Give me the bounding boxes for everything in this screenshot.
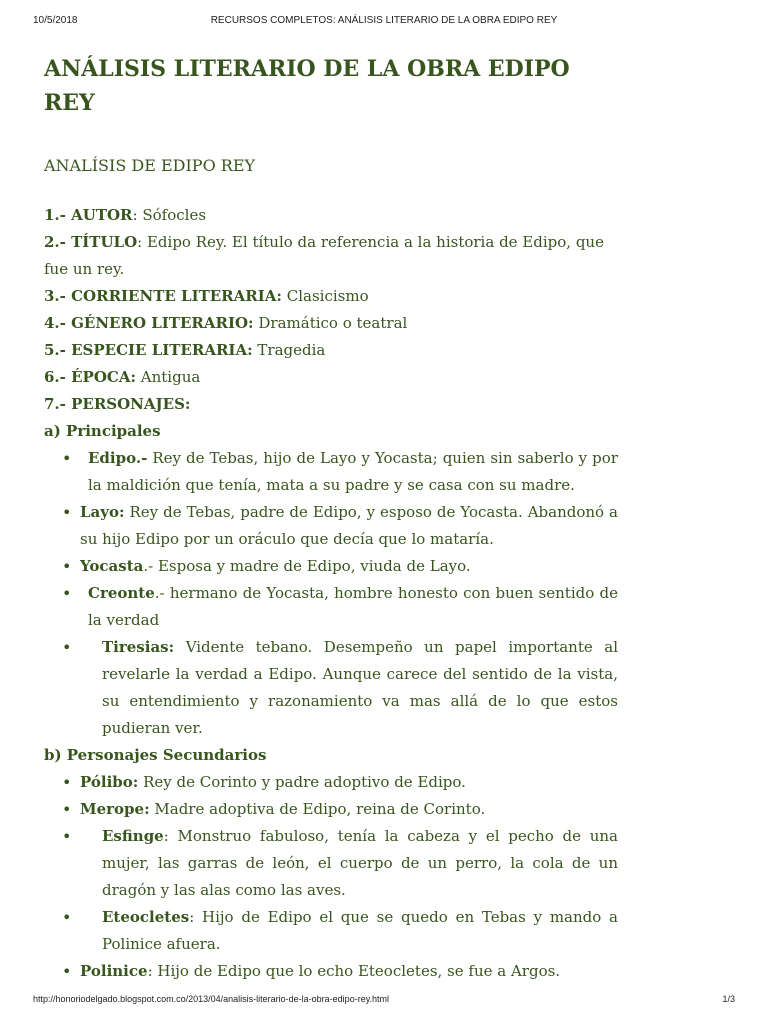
field-genero (44, 310, 618, 337)
field-corriente (44, 283, 618, 310)
list-item (80, 580, 618, 634)
character-desc: Hijo de Edipo el que se quedo en Tebas y mando a Polinice afuera. (102, 908, 618, 953)
field-label: 2.- TÍTULO (44, 233, 138, 251)
character-desc: Hijo de Edipo que lo echo Eteocletes, se fue a Argos. (157, 962, 561, 980)
list-item: • Esfinge: Monstruo fabuloso, tenía la cabeza y el pecho de una mujer, las garras de león, el cuerpo de un perro, la cola de un dragón y las alas como las aves. (80, 823, 618, 904)
character-name: Edipo.- (88, 449, 148, 467)
list-item (80, 796, 618, 823)
source-url: http://honoriodelgado.blogspot.com.co/2013/04/analisis-literario-de-la-obra-edipo-rey.html (33, 994, 390, 1004)
character-desc: Rey de Tebas, hijo de Layo y Yocasta; quien sin saberlo y por la maldición que tenía, mata a su padre y se casa con su madre. (88, 449, 618, 494)
page-number: 1/3 (722, 994, 735, 1004)
list-item (80, 445, 618, 499)
field-label: 1.- AUTOR (44, 206, 133, 224)
print-date: 10/5/2018 (33, 15, 78, 26)
character-name: Tiresias: (102, 638, 175, 656)
field-label: 4.- GÉNERO LITERARIO: (44, 314, 254, 332)
character-name: Merope: (80, 800, 150, 818)
field-epoca (44, 364, 618, 391)
character-name: Layo: (80, 503, 125, 521)
field-value: Sófocles (142, 206, 207, 224)
character-desc: Vidente tebano. Desempeño un papel importante al revelarle la verdad a Edipo. Aunque carece del sentido de la vista, su entendimiento y razonamiento va mas allá de lo que estos pudieran ver. (102, 638, 618, 737)
list-item (80, 769, 618, 796)
character-desc: Monstruo fabuloso, tenía la cabeza y el pecho de una mujer, las garras de león, el cuerpo de un perro, la cola de un dragón y las alas como las aves. (102, 827, 619, 899)
character-name: Yocasta (80, 557, 144, 575)
secundarios-list (44, 769, 618, 985)
field-value: Dramático o teatral (258, 314, 408, 332)
character-name: Creonte (88, 584, 155, 602)
list-item (80, 553, 618, 580)
secundarios-heading: b) Personajes Secundarios (44, 746, 267, 764)
list-item: • Polinice: Hijo de Edipo que lo echo Eteocletes, se fue a Argos. (80, 958, 618, 985)
field-personajes (44, 391, 618, 418)
character-name: Eteocletes (102, 908, 190, 926)
character-name: Pólibo: (80, 773, 139, 791)
character-desc: Madre adoptiva de Edipo, reina de Corinto. (154, 800, 486, 818)
list-item (80, 499, 618, 553)
character-desc: Rey de Corinto y padre adoptivo de Edipo. (143, 773, 466, 791)
field-label: 6.- ÉPOCA: (44, 368, 136, 386)
field-value: Edipo Rey. El título da referencia a la historia de Edipo, que fue un rey. (44, 233, 604, 278)
field-label: 3.- CORRIENTE LITERARIA: (44, 287, 282, 305)
field-value: Clasicismo (286, 287, 369, 305)
field-value: Antigua (140, 368, 201, 386)
print-header (33, 15, 735, 29)
character-name: Esfinge (102, 827, 164, 845)
field-label: 7.- PERSONAJES: (44, 395, 191, 413)
principales-list (44, 445, 618, 742)
field-value: Tragedia (257, 341, 326, 359)
character-desc: .- Esposa y madre de Edipo, viuda de Layo. (143, 557, 471, 575)
post-content (44, 52, 618, 985)
character-desc: Rey de Tebas, padre de Edipo, y esposo de Yocasta. Abandonó a su hijo Edipo por un oráculo que decía que lo mataría. (80, 503, 618, 548)
field-especie (44, 337, 618, 364)
principales-heading: a) Principales (44, 422, 161, 440)
character-name: Polinice (80, 962, 148, 980)
field-autor: 1.- AUTOR: Sófocles (44, 206, 207, 224)
print-page-title: RECURSOS COMPLETOS: ANÁLISIS LITERARIO DE LA OBRA EDIPO REY (210, 15, 558, 26)
post-body (44, 202, 618, 985)
field-label: 5.- ESPECIE LITERARIA: (44, 341, 253, 359)
print-footer (33, 994, 735, 1008)
field-titulo: 2.- TÍTULO: Edipo Rey. El título da referencia a la historia de Edipo, que fue un rey. (44, 233, 604, 278)
character-desc: .- hermano de Yocasta, hombre honesto con buen sentido de la verdad (88, 584, 618, 629)
list-item: • Eteocletes: Hijo de Edipo el que se quedo en Tebas y mando a Polinice afuera. (80, 904, 618, 958)
post-title: ANÁLISIS LITERARIO DE LA OBRA EDIPO REY (44, 56, 570, 116)
post-subtitle: ANALÍSIS DE EDIPO REY (44, 156, 256, 175)
list-item (80, 634, 618, 742)
